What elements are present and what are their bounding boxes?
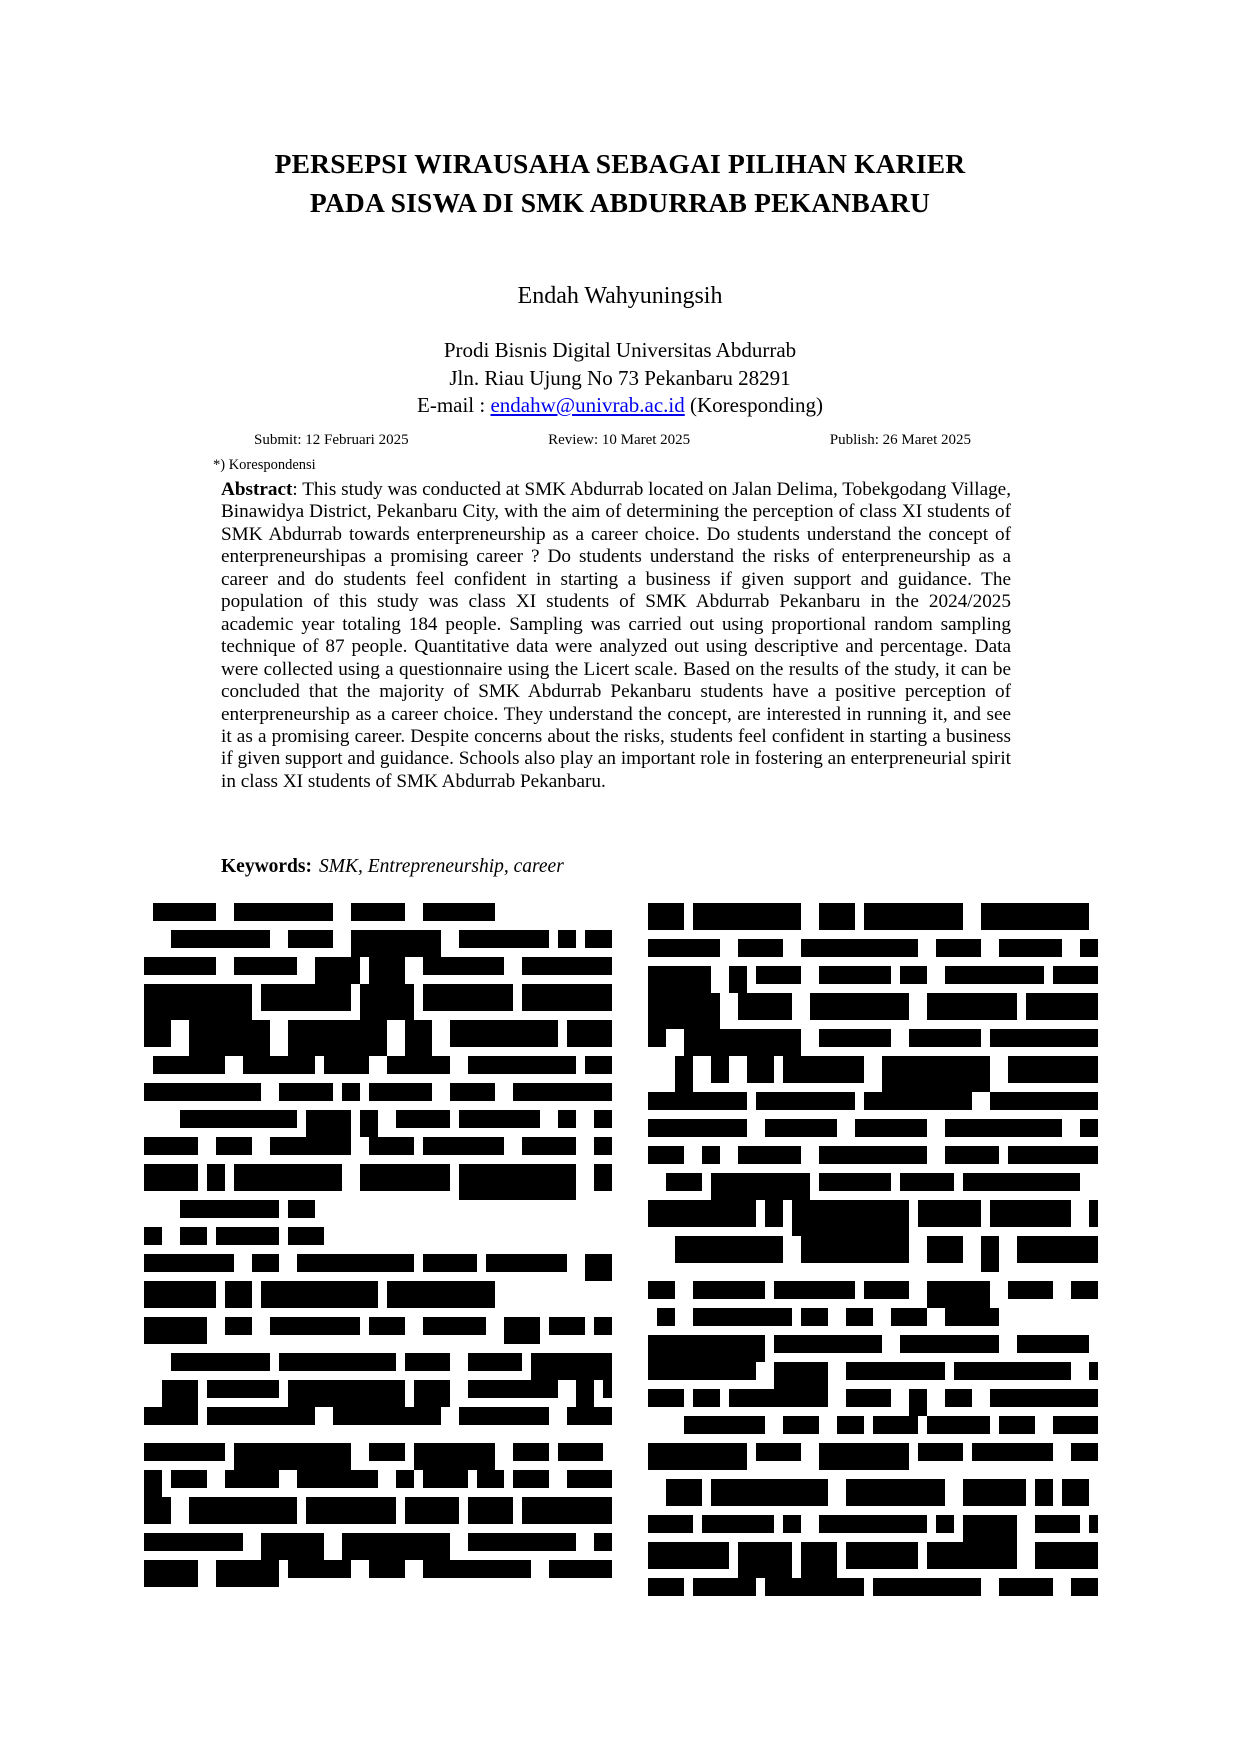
redacted-block bbox=[486, 1254, 567, 1272]
redacted-block bbox=[297, 1254, 414, 1272]
redacted-block bbox=[306, 1110, 351, 1137]
redacted-block bbox=[576, 1380, 594, 1407]
redacted-block bbox=[774, 1335, 882, 1353]
redacted-block bbox=[1089, 1200, 1098, 1227]
redacted-block bbox=[558, 1443, 603, 1461]
abstract-paragraph bbox=[221, 479, 1011, 793]
redacted-block bbox=[477, 1470, 504, 1488]
email-suffix: (Koresponding) bbox=[684, 393, 823, 417]
redacted-block bbox=[1080, 1119, 1098, 1137]
redacted-block bbox=[234, 1443, 351, 1470]
redacted-block bbox=[207, 1380, 279, 1398]
dates-row bbox=[221, 432, 1011, 449]
redacted-block bbox=[945, 1389, 972, 1407]
redacted-block bbox=[216, 1227, 279, 1245]
redacted-block bbox=[351, 930, 441, 957]
redacted-block bbox=[963, 1173, 1080, 1191]
redacted-block bbox=[1035, 1479, 1053, 1506]
redacted-block bbox=[504, 1317, 540, 1344]
redacted-block bbox=[468, 1380, 558, 1398]
paper-title-line1: PERSEPSI WIRAUSAHA SEBAGAI PILIHAN KARIER bbox=[274, 148, 966, 179]
redacted-block bbox=[261, 984, 351, 1011]
redacted-block bbox=[846, 1479, 945, 1506]
redacted-block bbox=[549, 1317, 585, 1335]
redacted-block bbox=[864, 903, 963, 930]
redacted-block bbox=[531, 1353, 612, 1380]
redacted-block bbox=[945, 1146, 999, 1164]
redacted-block bbox=[1089, 1362, 1098, 1380]
redacted-block bbox=[513, 1083, 612, 1101]
redacted-block bbox=[144, 1470, 162, 1497]
redacted-block bbox=[819, 1173, 891, 1191]
redacted-block bbox=[729, 1389, 828, 1407]
redacted-block bbox=[945, 966, 1044, 984]
redacted-block bbox=[693, 1389, 720, 1407]
redacted-block bbox=[261, 1533, 324, 1560]
redacted-block bbox=[144, 1560, 198, 1587]
redacted-block bbox=[909, 1029, 981, 1047]
redacted-block bbox=[819, 966, 891, 984]
redacted-block bbox=[648, 1389, 684, 1407]
redacted-block bbox=[648, 939, 720, 957]
redacted-block bbox=[360, 1164, 450, 1191]
redacted-block bbox=[189, 1497, 297, 1524]
redacted-block bbox=[648, 993, 720, 1029]
redacted-block bbox=[369, 1443, 405, 1461]
redacted-block bbox=[360, 1110, 378, 1137]
redacted-block bbox=[819, 1443, 909, 1470]
redacted-block bbox=[252, 1254, 279, 1272]
redacted-block bbox=[585, 1254, 612, 1281]
redacted-block bbox=[288, 1380, 405, 1407]
redacted-block bbox=[279, 1083, 333, 1101]
redacted-block bbox=[144, 1407, 198, 1425]
redacted-block bbox=[675, 1236, 783, 1263]
redacted-block bbox=[765, 1200, 783, 1227]
redacted-block bbox=[900, 1173, 954, 1191]
redacted-block bbox=[756, 966, 801, 984]
redacted-block bbox=[918, 1200, 981, 1227]
redacted-block bbox=[405, 1020, 432, 1056]
redacted-block bbox=[423, 957, 504, 975]
redacted-block bbox=[225, 1317, 252, 1335]
redacted-block bbox=[1017, 1335, 1089, 1353]
redacted-block bbox=[936, 939, 981, 957]
redacted-block bbox=[468, 1056, 576, 1074]
redacted-block bbox=[585, 930, 612, 948]
redacted-block bbox=[513, 1443, 549, 1461]
redacted-block bbox=[144, 1281, 216, 1308]
redacted-block bbox=[648, 1281, 675, 1299]
redacted-block bbox=[1017, 1236, 1098, 1263]
redacted-block bbox=[144, 1317, 207, 1344]
redacted-block bbox=[918, 1443, 963, 1461]
redacted-block bbox=[801, 1542, 837, 1578]
abstract-label: Abstract bbox=[221, 479, 293, 500]
redacted-block bbox=[423, 984, 513, 1011]
redacted-block bbox=[585, 1056, 612, 1074]
author-name: Endah Wahyuningsih bbox=[517, 283, 723, 309]
redacted-block bbox=[999, 1416, 1035, 1434]
redacted-block bbox=[837, 1416, 864, 1434]
redacted-block bbox=[882, 1056, 990, 1092]
redacted-block bbox=[666, 1173, 702, 1191]
redacted-block bbox=[594, 1533, 612, 1551]
redacted-block bbox=[1008, 1281, 1053, 1299]
redacted-block bbox=[387, 1056, 450, 1074]
redacted-block bbox=[990, 1389, 1098, 1407]
redacted-block bbox=[288, 1200, 315, 1218]
redacted-block bbox=[810, 993, 909, 1020]
redacted-block bbox=[288, 930, 333, 948]
redacted-block bbox=[648, 1515, 693, 1533]
redacted-block bbox=[801, 939, 918, 957]
redacted-block bbox=[963, 1515, 1017, 1542]
redacted-block bbox=[342, 1533, 450, 1560]
redacted-block bbox=[333, 1407, 441, 1425]
redacted-block bbox=[990, 1029, 1098, 1047]
redacted-block bbox=[144, 1497, 171, 1524]
affiliation-block bbox=[0, 337, 1240, 420]
redacted-block bbox=[369, 1560, 405, 1578]
redacted-block bbox=[234, 1164, 342, 1191]
redacted-block bbox=[981, 1236, 999, 1272]
redacted-block bbox=[450, 1020, 558, 1047]
redacted-block bbox=[522, 957, 612, 975]
redacted-block bbox=[693, 1578, 756, 1596]
redacted-block bbox=[1071, 1578, 1098, 1596]
redacted-block bbox=[1071, 1281, 1098, 1299]
redacted-block bbox=[945, 1308, 999, 1326]
redacted-block bbox=[567, 1020, 612, 1047]
redacted-block bbox=[1035, 1542, 1098, 1569]
redacted-block bbox=[711, 1479, 828, 1506]
redacted-block bbox=[819, 1146, 927, 1164]
redacted-block bbox=[846, 1308, 873, 1326]
redacted-block bbox=[522, 1137, 576, 1155]
redacted-block bbox=[270, 1137, 351, 1155]
redacted-block bbox=[144, 1533, 243, 1551]
redacted-block bbox=[648, 966, 711, 993]
redacted-block bbox=[216, 1137, 252, 1155]
redacted-block bbox=[369, 1317, 405, 1335]
submit-date: Submit: 12 Februari 2025 bbox=[254, 432, 409, 448]
redacted-block bbox=[180, 1110, 297, 1128]
redacted-block bbox=[648, 1092, 747, 1110]
redacted-block bbox=[171, 1470, 207, 1488]
redacted-block bbox=[450, 1083, 495, 1101]
redacted-block bbox=[693, 903, 801, 930]
redacted-block bbox=[873, 1578, 981, 1596]
redacted-block bbox=[738, 1542, 792, 1578]
redacted-block bbox=[1053, 966, 1098, 984]
redacted-block bbox=[423, 903, 495, 921]
redacted-block bbox=[963, 1479, 1026, 1506]
redacted-block bbox=[1035, 1515, 1080, 1533]
email-link[interactable]: endahw@univrab.ac.id bbox=[490, 393, 685, 417]
redacted-block bbox=[171, 1353, 270, 1371]
redacted-block bbox=[405, 1497, 459, 1524]
redacted-block bbox=[594, 1110, 612, 1128]
redacted-block bbox=[603, 1380, 612, 1398]
redacted-block bbox=[351, 903, 405, 921]
redacted-block bbox=[702, 1146, 720, 1164]
redacted-block bbox=[990, 1092, 1098, 1110]
redacted-block bbox=[729, 966, 747, 993]
redacted-block bbox=[315, 957, 360, 984]
redacted-block bbox=[153, 903, 216, 921]
redacted-block bbox=[675, 1056, 693, 1092]
redacted-block bbox=[144, 984, 252, 1020]
redacted-block bbox=[459, 1164, 576, 1200]
redacted-block bbox=[414, 1380, 450, 1407]
paper-title bbox=[0, 144, 1240, 222]
redacted-block bbox=[648, 1578, 684, 1596]
keywords-label: Keywords: bbox=[221, 856, 312, 877]
keywords-line bbox=[221, 856, 1011, 878]
redacted-block bbox=[819, 1515, 927, 1533]
redacted-block bbox=[261, 1281, 378, 1308]
redacted-block bbox=[801, 1236, 909, 1263]
redacted-block bbox=[567, 1407, 612, 1425]
redacted-block bbox=[936, 1515, 954, 1533]
redacted-block bbox=[288, 1560, 351, 1578]
redacted-block bbox=[927, 1542, 1017, 1569]
redacted-block bbox=[369, 957, 405, 984]
redacted-block bbox=[387, 1281, 495, 1308]
keywords-text: SMK, Entrepreneurship, career bbox=[319, 856, 564, 877]
redacted-block bbox=[765, 1578, 864, 1596]
redacted-block bbox=[999, 1578, 1053, 1596]
affiliation-department: Prodi Bisnis Digital Universitas Abdurrab bbox=[443, 338, 797, 362]
abstract-text: : This study was conducted at SMK Abdurrab located on Jalan Delima, Tobekgodang Village, Binawidya District, Pekanbaru City, with the aim of determining the perception of class XI students of SMK Abdurrab towards enterpreneurship as a career choice. Do students understand the concept of enterpreneurshipas a promising career ? Do students understand the risks of enterpreneurship as a career and do students feel confident in starting a business if given support and guidance. The population of this study was class XI students of SMK Abdurrab Pekanbaru in the 2024/2025 academic year totaling 184 people. Sampling was carried out using proportional random sampling technique of 87 people. Quantitative data were analyzed out using descriptive and percentage. Data were collected using a questionnaire using the Licert scale. Based on the results of the study, it can be concluded that the majority of SMK Abdurrab Pekanbaru students have a positive perception of enterpreneurship as a career choice. They understand the concept, are interested in running it, and see it as a promising career. Despite concerns about the risks, students feel confident in starting a business if given support and guidance. Schools also play an important role in fostering an enterpreneurial spirit in class XI students of SMK Abdurrab Pekanbaru. bbox=[221, 479, 1011, 792]
redacted-block bbox=[738, 939, 783, 957]
redacted-block bbox=[234, 903, 333, 921]
redacted-block bbox=[684, 1416, 765, 1434]
correspondence-note: *) Korespondensi bbox=[213, 457, 316, 473]
redacted-block bbox=[738, 1146, 801, 1164]
redacted-block bbox=[684, 1029, 801, 1056]
redacted-block bbox=[144, 1137, 198, 1155]
redacted-block bbox=[909, 1389, 927, 1416]
redacted-block bbox=[738, 993, 792, 1020]
redacted-block bbox=[468, 1353, 522, 1371]
redacted-block bbox=[666, 1479, 702, 1506]
redacted-block bbox=[648, 903, 684, 930]
redacted-block bbox=[423, 1470, 468, 1488]
redacted-block bbox=[423, 1560, 531, 1578]
redacted-block bbox=[180, 1200, 279, 1218]
redacted-block bbox=[783, 1056, 864, 1083]
redacted-block bbox=[693, 1281, 765, 1299]
redacted-block bbox=[279, 1353, 396, 1371]
redacted-block bbox=[891, 1308, 927, 1326]
redacted-block bbox=[819, 903, 855, 930]
redacted-block bbox=[648, 1029, 666, 1047]
redacted-block bbox=[1008, 1056, 1098, 1083]
redacted-block bbox=[648, 1119, 747, 1137]
redacted-block bbox=[1062, 1479, 1089, 1506]
redacted-block bbox=[369, 1137, 414, 1155]
redacted-block bbox=[648, 1200, 756, 1227]
email-line bbox=[0, 392, 1240, 420]
redacted-block bbox=[414, 1443, 495, 1470]
redacted-block bbox=[864, 1092, 972, 1110]
redacted-block bbox=[783, 1416, 819, 1434]
redacted-block bbox=[1008, 1146, 1098, 1164]
redacted-block bbox=[324, 1056, 369, 1074]
redacted-block bbox=[765, 1119, 837, 1137]
redacted-block bbox=[468, 1497, 513, 1524]
redacted-block bbox=[225, 1281, 252, 1308]
redacted-block bbox=[954, 1362, 1071, 1380]
redacted-block bbox=[846, 1389, 891, 1407]
redacted-block bbox=[756, 1443, 801, 1461]
redacted-block bbox=[144, 1227, 162, 1245]
redacted-block bbox=[648, 1542, 729, 1569]
redacted-block bbox=[711, 1173, 810, 1200]
redacted-block bbox=[216, 1560, 279, 1587]
redacted-block bbox=[243, 1056, 315, 1074]
paper-title-line2: PADA SISWA DI SMK ABDURRAB PEKANBARU bbox=[309, 187, 931, 218]
redacted-block bbox=[144, 1020, 171, 1047]
redacted-block bbox=[423, 1317, 486, 1335]
redacted-block bbox=[459, 1110, 540, 1128]
redacted-block bbox=[1071, 1443, 1098, 1461]
redacted-block bbox=[945, 1119, 1062, 1137]
redacted-block bbox=[423, 1254, 477, 1272]
redacted-block bbox=[801, 1308, 828, 1326]
redacted-block bbox=[144, 957, 216, 975]
redacted-block bbox=[288, 1227, 324, 1245]
redacted-block bbox=[207, 1407, 315, 1425]
redacted-block bbox=[900, 1335, 999, 1353]
redacted-block bbox=[927, 1416, 990, 1434]
redacted-block bbox=[819, 1029, 891, 1047]
redacted-block bbox=[747, 1056, 774, 1083]
publish-date: Publish: 26 Maret 2025 bbox=[829, 432, 971, 448]
redacted-block bbox=[144, 1443, 225, 1461]
redacted-block bbox=[873, 1416, 918, 1434]
redacted-block bbox=[162, 1380, 198, 1407]
redacted-block bbox=[783, 1515, 801, 1533]
redacted-block bbox=[864, 1281, 909, 1299]
redacted-block bbox=[171, 930, 270, 948]
redacted-block bbox=[144, 1083, 261, 1101]
redacted-block bbox=[648, 1335, 765, 1362]
redacted-block bbox=[207, 1164, 225, 1191]
redacted-block bbox=[369, 1083, 432, 1101]
redacted-block bbox=[297, 1470, 378, 1488]
redacted-block bbox=[522, 1497, 612, 1524]
redacted-block bbox=[900, 966, 927, 984]
redacted-block bbox=[396, 1470, 414, 1488]
redacted-block bbox=[693, 1308, 792, 1326]
redacted-block bbox=[1026, 993, 1098, 1020]
redacted-block bbox=[927, 1281, 990, 1308]
affiliation-address: Jln. Riau Ujung No 73 Pekanbaru 28291 bbox=[449, 365, 791, 390]
redacted-block bbox=[270, 1317, 360, 1335]
redacted-block bbox=[594, 1164, 612, 1191]
redacted-block bbox=[756, 1092, 855, 1110]
redacted-block bbox=[855, 1119, 927, 1137]
redacted-block bbox=[360, 984, 414, 1020]
email-label: E-mail : bbox=[417, 393, 491, 417]
redacted-block bbox=[288, 1020, 387, 1056]
review-date: Review: 10 Maret 2025 bbox=[548, 432, 691, 448]
redacted-block bbox=[1053, 1416, 1098, 1434]
redacted-block bbox=[846, 1362, 945, 1380]
redacted-block bbox=[396, 1110, 450, 1128]
redacted-block bbox=[648, 1443, 747, 1470]
redacted-block bbox=[468, 1533, 576, 1551]
redacted-block bbox=[459, 1407, 549, 1425]
redacted-block bbox=[549, 1560, 612, 1578]
redacted-block bbox=[774, 1362, 828, 1389]
redacted-block bbox=[522, 984, 612, 1011]
redacted-block bbox=[972, 1443, 1053, 1461]
redacted-block bbox=[711, 1056, 729, 1083]
redacted-block bbox=[558, 1110, 576, 1128]
redacted-block bbox=[927, 1236, 963, 1263]
redacted-block bbox=[234, 957, 297, 975]
redacted-block bbox=[846, 1542, 918, 1569]
redacted-block bbox=[558, 930, 576, 948]
redacted-block bbox=[999, 939, 1062, 957]
redacted-block bbox=[306, 1497, 396, 1524]
redacted-block bbox=[459, 930, 549, 948]
redacted-block bbox=[342, 1083, 360, 1101]
redacted-block bbox=[1080, 939, 1098, 957]
redacted-block bbox=[594, 1137, 612, 1155]
redacted-block bbox=[927, 993, 1017, 1020]
redacted-block bbox=[513, 1470, 549, 1488]
redacted-block bbox=[648, 1362, 756, 1380]
redacted-block bbox=[405, 1353, 450, 1371]
redacted-block bbox=[144, 1164, 198, 1191]
redacted-block bbox=[594, 1317, 612, 1335]
redacted-block bbox=[1089, 1515, 1098, 1533]
redacted-block bbox=[981, 903, 1089, 930]
redacted-block bbox=[702, 1515, 774, 1533]
redacted-block bbox=[225, 1470, 279, 1488]
redacted-block bbox=[657, 1308, 675, 1326]
redacted-block bbox=[180, 1227, 207, 1245]
redacted-block bbox=[648, 1146, 684, 1164]
redacted-block bbox=[792, 1200, 909, 1236]
redacted-block bbox=[774, 1281, 855, 1299]
redacted-block bbox=[423, 1137, 504, 1155]
redacted-block bbox=[567, 1470, 612, 1488]
redacted-block bbox=[153, 1056, 225, 1074]
redacted-block bbox=[189, 1020, 270, 1056]
redacted-block bbox=[144, 1254, 234, 1272]
redacted-block bbox=[990, 1200, 1071, 1227]
